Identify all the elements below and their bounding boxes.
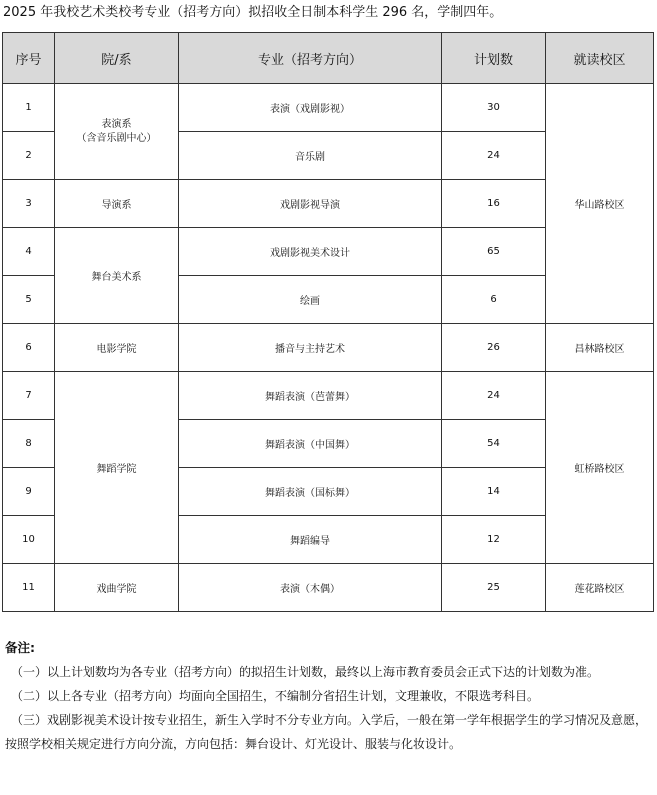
header-plan: 计划数 xyxy=(442,33,546,84)
enrollment-plan-table xyxy=(2,32,654,612)
table-header-row xyxy=(3,33,654,84)
department-subtitle: （含音乐剧中心） xyxy=(76,132,157,144)
row-no: 4 xyxy=(3,228,55,276)
department-cell: 戏曲学院 xyxy=(55,564,179,612)
plan-cell: 65 xyxy=(442,228,546,276)
major-cell: 绘画 xyxy=(179,276,442,324)
plan-cell: 54 xyxy=(442,420,546,468)
major-cell: 舞蹈表演（芭蕾舞） xyxy=(179,372,442,420)
row-no: 11 xyxy=(3,564,55,612)
major-cell: 戏剧影视导演 xyxy=(179,180,442,228)
plan-cell: 24 xyxy=(442,132,546,180)
row-no: 8 xyxy=(3,420,55,468)
notes-section xyxy=(5,636,653,756)
row-no: 5 xyxy=(3,276,55,324)
major-cell: 舞蹈表演（国标舞） xyxy=(179,468,442,516)
major-cell: 舞蹈编导 xyxy=(179,516,442,564)
plan-cell: 25 xyxy=(442,564,546,612)
plan-cell: 14 xyxy=(442,468,546,516)
row-no: 1 xyxy=(3,84,55,132)
table-row xyxy=(3,84,654,132)
campus-cell: 虹桥路校区 xyxy=(546,372,654,564)
department-name: 表演系 xyxy=(101,118,132,130)
row-no: 10 xyxy=(3,516,55,564)
table-row xyxy=(3,324,654,372)
major-cell: 表演（木偶） xyxy=(179,564,442,612)
department-cell: 舞台美术系 xyxy=(55,228,179,324)
intro-text: 2025 年我校艺术类校考专业（招考方向）拟招收全日制本科学生 296 名，学制四年。 xyxy=(3,5,503,20)
row-no: 6 xyxy=(3,324,55,372)
row-no: 7 xyxy=(3,372,55,420)
major-cell: 播音与主持艺术 xyxy=(179,324,442,372)
notes-title: 备注: xyxy=(5,640,35,655)
plan-cell: 26 xyxy=(442,324,546,372)
table-row xyxy=(3,564,654,612)
campus-cell: 华山路校区 xyxy=(546,84,654,324)
table-row xyxy=(3,372,654,420)
campus-cell: 莲花路校区 xyxy=(546,564,654,612)
department-cell xyxy=(55,84,179,180)
plan-cell: 6 xyxy=(442,276,546,324)
header-no: 序号 xyxy=(3,33,55,84)
department-cell: 导演系 xyxy=(55,180,179,228)
plan-cell: 12 xyxy=(442,516,546,564)
plan-cell: 30 xyxy=(442,84,546,132)
major-cell: 表演（戏剧影视） xyxy=(179,84,442,132)
row-no: 9 xyxy=(3,468,55,516)
plan-cell: 16 xyxy=(442,180,546,228)
major-cell: 戏剧影视美术设计 xyxy=(179,228,442,276)
note-item-3: （三）戏剧影视美术设计按专业招生，新生入学时不分专业方向。入学后，一般在第一学年根据学生的学习情况及意愿，按照学校相关规定进行方向分流，方向包括：舞台设计、灯光设计、服装与化妆设计。 xyxy=(5,713,648,751)
note-item-2: （二）以上各专业（招考方向）均面向全国招生，不编制分省招生计划，文理兼收，不限选考科目。 xyxy=(11,689,540,703)
header-department: 院/系 xyxy=(55,33,179,84)
plan-cell: 24 xyxy=(442,372,546,420)
major-cell: 舞蹈表演（中国舞） xyxy=(179,420,442,468)
row-no: 3 xyxy=(3,180,55,228)
header-campus: 就读校区 xyxy=(546,33,654,84)
campus-cell: 昌林路校区 xyxy=(546,324,654,372)
department-cell: 舞蹈学院 xyxy=(55,372,179,564)
department-cell: 电影学院 xyxy=(55,324,179,372)
note-item-1: （一）以上计划数均为各专业（招考方向）的拟招生计划数，最终以上海市教育委员会正式下达的计划数为准。 xyxy=(11,665,600,679)
major-cell: 音乐剧 xyxy=(179,132,442,180)
row-no: 2 xyxy=(3,132,55,180)
header-major: 专业（招考方向） xyxy=(179,33,442,84)
